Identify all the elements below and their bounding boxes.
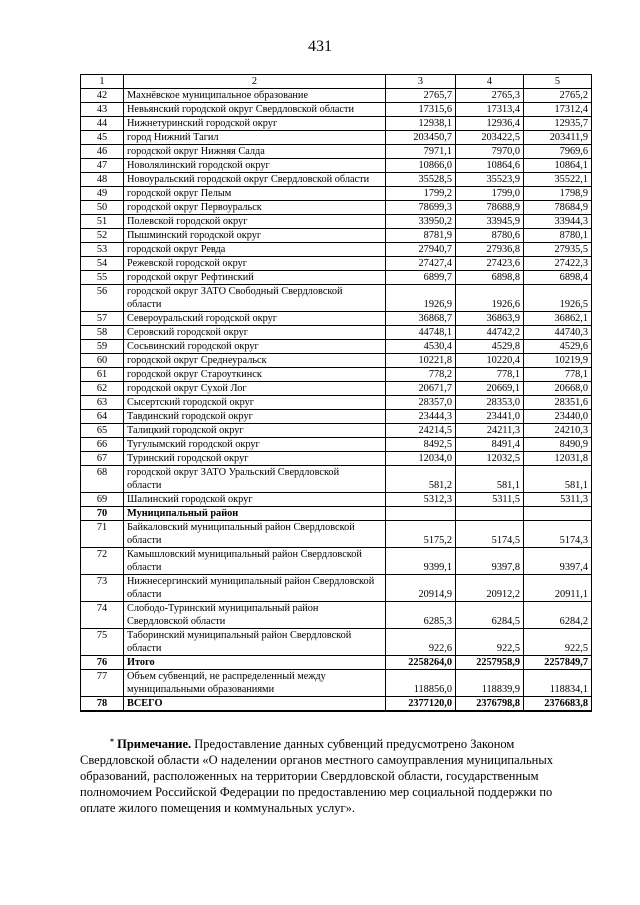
municipality-name-line: Североуральский городской округ [127,313,277,324]
table-row [81,507,592,521]
row-number: 45 [81,131,124,145]
table-row [81,424,592,438]
table-row [81,271,592,285]
value-col-4: 2376798,8 [456,697,524,712]
value-col-5: 78684,9 [524,201,592,215]
municipality-name-line: области [127,480,162,491]
table-row [81,438,592,452]
value-col-5: 5174,3 [524,521,592,548]
value-col-3: 20671,7 [386,382,456,396]
table-body [81,89,592,712]
municipality-name-line: Новолялинский городской округ [127,160,270,171]
municipality-name-line: городской округ ЗАТО Уральский Свердловской [127,467,340,478]
municipality-name-line: городской округ Сухой Лог [127,383,247,394]
municipality-name [124,629,386,656]
value-col-4: 778,1 [456,368,524,382]
value-col-5: 778,1 [524,368,592,382]
value-col-5: 4529,6 [524,340,592,354]
row-number: 63 [81,396,124,410]
value-col-3: 36868,7 [386,312,456,326]
table-row [81,670,592,697]
municipality-name-line: муниципальными образованиями [127,684,275,695]
value-col-4: 581,1 [456,466,524,493]
value-col-5: 203411,9 [524,131,592,145]
value-col-3: 1926,9 [386,285,456,312]
value-col-4: 2257958,9 [456,656,524,670]
row-number: 49 [81,187,124,201]
value-col-3: 6285,3 [386,602,456,629]
municipality-name-line: Слободо-Туринский муниципальный район [127,603,319,614]
value-col-4: 6898,8 [456,271,524,285]
value-col-5: 581,1 [524,466,592,493]
table-row [81,697,592,712]
value-col-3: 118856,0 [386,670,456,697]
value-col-3: 44748,1 [386,326,456,340]
municipality-name [124,697,386,712]
municipality-name-line: Шалинский городской округ [127,494,253,505]
municipality-name-line: Серовский городской округ [127,327,249,338]
municipality-name-line: Итого [127,657,155,668]
row-number: 42 [81,89,124,103]
table-row [81,89,592,103]
value-col-4: 23441,0 [456,410,524,424]
value-col-5: 20911,1 [524,575,592,602]
value-col-5: 9397,4 [524,548,592,575]
row-number: 64 [81,410,124,424]
value-col-4: 5311,5 [456,493,524,507]
value-col-3: 28357,0 [386,396,456,410]
value-col-5: 8780,1 [524,229,592,243]
row-number: 70 [81,507,124,521]
footnote-label: Примечание. [117,737,192,751]
value-col-5: 6284,2 [524,602,592,629]
value-col-4: 17313,4 [456,103,524,117]
row-number: 43 [81,103,124,117]
municipality-name-line: Тавдинский городской округ [127,411,253,422]
row-number: 73 [81,575,124,602]
municipality-name [124,602,386,629]
value-col-4: 35523,9 [456,173,524,187]
municipality-name [124,117,386,131]
value-col-5: 6898,4 [524,271,592,285]
row-number: 47 [81,159,124,173]
municipality-name [124,340,386,354]
value-col-4: 44742,2 [456,326,524,340]
municipality-name [124,271,386,285]
value-col-4: 118839,9 [456,670,524,697]
page-number: 431 [308,38,332,55]
value-col-5: 12031,8 [524,452,592,466]
value-col-4: 7970,0 [456,145,524,159]
value-col-3: 581,2 [386,466,456,493]
footnote-marker: * [110,737,114,746]
value-col-4: 24211,3 [456,424,524,438]
municipality-name-line: Нижнетуринский городской округ [127,118,278,129]
row-number: 66 [81,438,124,452]
table-row [81,145,592,159]
value-col-5 [524,507,592,521]
row-number: 48 [81,173,124,187]
header-col-4: 4 [456,75,524,89]
municipality-name [124,326,386,340]
row-number: 59 [81,340,124,354]
value-col-4: 10220,4 [456,354,524,368]
municipality-name [124,173,386,187]
value-col-5: 2257849,7 [524,656,592,670]
municipality-name [124,257,386,271]
value-col-3: 6899,7 [386,271,456,285]
row-number: 44 [81,117,124,131]
header-col-3: 3 [386,75,456,89]
municipality-name-line: области [127,643,162,654]
value-col-3 [386,507,456,521]
municipality-name [124,285,386,312]
row-number: 53 [81,243,124,257]
municipality-name-line: городской округ Ревда [127,244,226,255]
municipality-name-line: городской округ Среднеуральск [127,355,267,366]
municipality-name-line: городской округ Нижняя Салда [127,146,265,157]
subvention-table [80,74,592,712]
municipality-name [124,656,386,670]
value-col-4: 27423,6 [456,257,524,271]
municipality-name [124,243,386,257]
municipality-name-line: Свердловской области [127,616,226,627]
municipality-name [124,145,386,159]
value-col-4: 8491,4 [456,438,524,452]
municipality-name [124,396,386,410]
value-col-3: 20914,9 [386,575,456,602]
municipality-name-line: Новоуральский городской округ Свердловской области [127,174,370,185]
value-col-3: 8781,9 [386,229,456,243]
municipality-name-line: Таборинский муниципальный район Свердловской [127,630,352,641]
municipality-name-line: Камышловский муниципальный район Свердловской [127,549,362,560]
municipality-name-line: Нижнесергинский муниципальный район Свердловской [127,576,375,587]
table-header-row [81,75,592,89]
municipality-name-line: городской округ Рефтинский [127,272,254,283]
municipality-name [124,548,386,575]
value-col-3: 5175,2 [386,521,456,548]
table-row [81,575,592,602]
value-col-3: 12034,0 [386,452,456,466]
table-row [81,340,592,354]
municipality-name-line: Объем субвенций, не распределенный между [127,671,326,682]
value-col-5: 28351,6 [524,396,592,410]
row-number: 76 [81,656,124,670]
value-col-3: 8492,5 [386,438,456,452]
municipality-name [124,521,386,548]
municipality-name-line: Сысертский городской округ [127,397,255,408]
table-row [81,396,592,410]
value-col-3: 12938,1 [386,117,456,131]
value-col-5: 922,5 [524,629,592,656]
value-col-5: 12935,7 [524,117,592,131]
municipality-name [124,131,386,145]
value-col-3: 4530,4 [386,340,456,354]
table-row [81,548,592,575]
value-col-4: 27936,8 [456,243,524,257]
table-row [81,159,592,173]
value-col-3: 10221,8 [386,354,456,368]
row-number: 74 [81,602,124,629]
value-col-4: 922,5 [456,629,524,656]
value-col-3: 27940,7 [386,243,456,257]
value-col-3: 10866,0 [386,159,456,173]
municipality-name [124,382,386,396]
table-row [81,312,592,326]
value-col-3: 2377120,0 [386,697,456,712]
value-col-4: 1926,6 [456,285,524,312]
value-col-4: 5174,5 [456,521,524,548]
value-col-4: 203422,5 [456,131,524,145]
municipality-name [124,187,386,201]
value-col-4: 12936,4 [456,117,524,131]
value-col-5: 2376683,8 [524,697,592,712]
row-number: 58 [81,326,124,340]
table-row [81,410,592,424]
row-number: 71 [81,521,124,548]
table-row [81,131,592,145]
municipality-name [124,354,386,368]
table-row [81,629,592,656]
value-col-5: 2765,2 [524,89,592,103]
municipality-name-line: ВСЕГО [127,698,163,709]
value-col-5: 27935,5 [524,243,592,257]
value-col-5: 27422,3 [524,257,592,271]
value-col-3: 78699,3 [386,201,456,215]
value-col-3: 5312,3 [386,493,456,507]
header-col-5: 5 [524,75,592,89]
municipality-name-line: Махнёвское муниципальное образование [127,90,309,101]
municipality-name [124,493,386,507]
table-row [81,656,592,670]
value-col-3: 2765,7 [386,89,456,103]
value-col-4: 36863,9 [456,312,524,326]
municipality-name-line: Талицкий городской округ [127,425,244,436]
table-row [81,354,592,368]
municipality-name-line: Байкаловский муниципальный район Свердловской [127,522,355,533]
municipality-name [124,229,386,243]
value-col-5: 7969,6 [524,145,592,159]
value-col-3: 17315,6 [386,103,456,117]
header-col-2: 2 [124,75,386,89]
value-col-4: 78688,9 [456,201,524,215]
value-col-5: 1798,9 [524,187,592,201]
value-col-3: 35528,5 [386,173,456,187]
value-col-5: 24210,3 [524,424,592,438]
municipality-name-line: городской округ Пелым [127,188,232,199]
row-number: 77 [81,670,124,697]
municipality-name-line: город Нижний Тагил [127,132,219,143]
municipality-name [124,466,386,493]
footnote [80,736,590,816]
municipality-name-line: Пышминский городской округ [127,230,262,241]
municipality-name-line: Режевской городской округ [127,258,247,269]
value-col-5: 35522,1 [524,173,592,187]
row-number: 50 [81,201,124,215]
row-number: 56 [81,285,124,312]
value-col-5: 17312,4 [524,103,592,117]
value-col-4: 33945,9 [456,215,524,229]
municipality-name [124,159,386,173]
row-number: 51 [81,215,124,229]
municipality-name-line: области [127,535,162,546]
value-col-3: 33950,2 [386,215,456,229]
table-row [81,493,592,507]
row-number: 60 [81,354,124,368]
row-number: 72 [81,548,124,575]
value-col-3: 7971,1 [386,145,456,159]
value-col-5: 33944,3 [524,215,592,229]
municipality-name [124,368,386,382]
value-col-3: 24214,5 [386,424,456,438]
value-col-3: 9399,1 [386,548,456,575]
municipality-name [124,201,386,215]
value-col-4: 1799,0 [456,187,524,201]
municipality-name-line: области [127,299,162,310]
value-col-5: 118834,1 [524,670,592,697]
value-col-5: 5311,3 [524,493,592,507]
municipality-name-line: Туринский городской округ [127,453,249,464]
municipality-name-line: городской округ ЗАТО Свободный Свердловской [127,286,343,297]
table-row [81,103,592,117]
row-number: 54 [81,257,124,271]
table-row [81,602,592,629]
municipality-name [124,575,386,602]
row-number: 68 [81,466,124,493]
value-col-3: 2258264,0 [386,656,456,670]
value-col-4: 2765,3 [456,89,524,103]
municipality-name-line: городской округ Староуткинск [127,369,262,380]
table-row [81,326,592,340]
value-col-4: 4529,8 [456,340,524,354]
row-number: 52 [81,229,124,243]
value-col-3: 778,2 [386,368,456,382]
municipality-name [124,424,386,438]
row-number: 57 [81,312,124,326]
table-row [81,187,592,201]
value-col-3: 922,6 [386,629,456,656]
municipality-name-line: Невьянский городской округ Свердловской области [127,104,355,115]
value-col-4: 20669,1 [456,382,524,396]
value-col-3: 27427,4 [386,257,456,271]
value-col-3: 1799,2 [386,187,456,201]
table-row [81,117,592,131]
value-col-4: 20912,2 [456,575,524,602]
value-col-4: 6284,5 [456,602,524,629]
municipality-name-line: Полевской городской округ [127,216,248,227]
municipality-name [124,103,386,117]
table-row [81,229,592,243]
row-number: 62 [81,382,124,396]
header-col-1: 1 [81,75,124,89]
value-col-3: 23444,3 [386,410,456,424]
municipality-name [124,438,386,452]
municipality-name [124,410,386,424]
value-col-5: 20668,0 [524,382,592,396]
row-number: 75 [81,629,124,656]
row-number: 67 [81,452,124,466]
table-row [81,243,592,257]
value-col-4: 12032,5 [456,452,524,466]
value-col-4: 9397,8 [456,548,524,575]
municipality-name-line: Тугулымский городской округ [127,439,260,450]
municipality-name [124,507,386,521]
value-col-5: 10864,1 [524,159,592,173]
table-row [81,466,592,493]
row-number: 69 [81,493,124,507]
footnote-text: Предоставление данных субвенций предусмотрено Законом Свердловской области «О наделении органов местного самоуправления муниципальных образований, расположенных на территории Свердловской области, государственным полномочием Российской Федерации по предоставлению мер социальной поддержки по оплате жилого помещения и коммунальных услуг». [80,737,554,815]
table-row [81,382,592,396]
value-col-4 [456,507,524,521]
value-col-4: 10864,6 [456,159,524,173]
row-number: 78 [81,697,124,712]
value-col-4: 8780,6 [456,229,524,243]
row-number: 46 [81,145,124,159]
table-row [81,201,592,215]
municipality-name [124,452,386,466]
value-col-5: 8490,9 [524,438,592,452]
row-number: 61 [81,368,124,382]
value-col-5: 10219,9 [524,354,592,368]
value-col-5: 1926,5 [524,285,592,312]
municipality-name-line: Муниципальный район [127,508,239,519]
value-col-5: 44740,3 [524,326,592,340]
row-number: 55 [81,271,124,285]
row-number: 65 [81,424,124,438]
table-row [81,521,592,548]
municipality-name [124,215,386,229]
value-col-5: 36862,1 [524,312,592,326]
value-col-3: 203450,7 [386,131,456,145]
municipality-name [124,312,386,326]
table-row [81,452,592,466]
municipality-name [124,670,386,697]
value-col-4: 28353,0 [456,396,524,410]
municipality-name [124,89,386,103]
table-row [81,215,592,229]
table-row [81,257,592,271]
municipality-name-line: Сосьвинский городской округ [127,341,259,352]
table-row [81,368,592,382]
table-row [81,285,592,312]
table-row [81,173,592,187]
value-col-5: 23440,0 [524,410,592,424]
municipality-name-line: городской округ Первоуральск [127,202,262,213]
municipality-name-line: области [127,589,162,600]
municipality-name-line: области [127,562,162,573]
